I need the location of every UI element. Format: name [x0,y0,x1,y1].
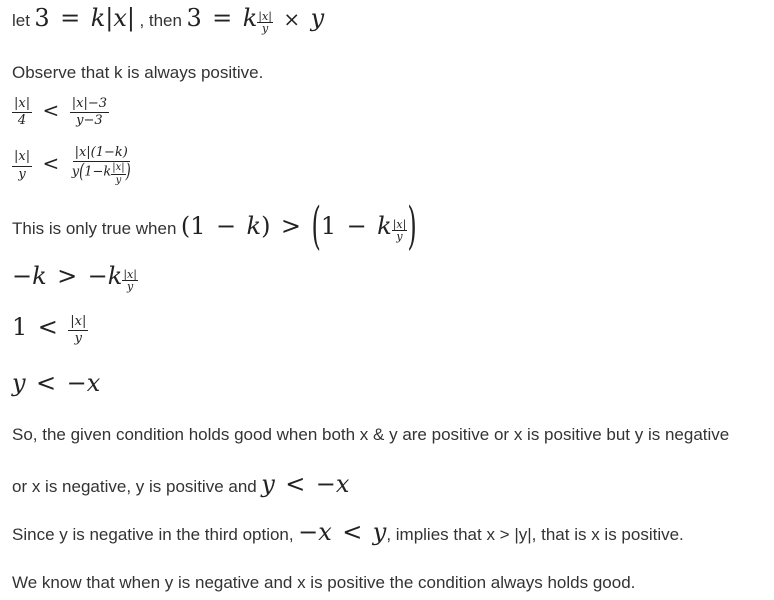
ineq-1 [12,97,109,129]
minus-x-1: −x [66,369,101,397]
math-three: 3 [34,4,50,32]
gt-2: > [57,262,78,290]
gt-1: > [280,212,302,240]
paren-open-2: ( [311,196,321,256]
lt-1: < [42,98,60,123]
paren-close-2: ) [407,196,417,256]
paren-open-1: ( [180,212,191,240]
math-k: k [90,4,106,32]
ineq-2 [12,146,133,186]
math-k-2: k [242,4,258,32]
or-x-negative-text: or x is negative, y is positive and [12,477,257,496]
exponent-fraction: $\frac{|x|}{y}$ [258,9,272,36]
frac-absxm3-ym3: $\frac{|x|-3}{y-3}$ [71,96,108,129]
let-text: let [12,11,30,30]
lt-2: < [42,151,60,176]
k-1: k [246,212,262,240]
y-1: y [12,369,26,397]
k-2: k [377,212,392,240]
paren-close-1: ) [261,212,271,240]
frac-absx-y: $\frac{|x|}{y}$ [14,149,31,182]
math-eq-2: = [212,4,233,32]
y-lt-negx-line [12,369,100,397]
exponent-fraction-2: $\frac{|x|}{y}$ [392,217,407,244]
y-3: y [372,518,387,546]
lt-5: < [285,470,306,498]
math-eq: = [60,4,81,32]
lt-3: < [37,313,58,341]
one-3: 1 [12,313,28,341]
minus-1: − [215,212,237,240]
minus-x-2: −x [315,470,350,498]
y-2: y [261,470,275,498]
or-x-negative-line [12,470,349,498]
so-condition-text: So, the given condition holds good when both x & y are positive or x is positive but y is negative [12,425,730,444]
math-y: y [310,4,325,32]
one-lt-line [12,313,88,347]
only-true-line [12,196,417,256]
since-text: Since y is negative in the third option, [12,525,294,544]
one-2: 1 [320,212,337,240]
neg-k-line [12,262,138,293]
only-true-text: This is only true when [12,219,177,238]
we-know-text: We know that when y is negative and x is positive the condition always holds good. [12,573,636,592]
one-1: 1 [190,212,206,240]
minus-2: − [346,212,367,240]
frac-absx-4: $\frac{|x|}{4}$ [14,96,31,129]
frac-big-rhs: |x|(1−k) y(1−k $\frac{|x|}{y}$ ) [71,145,131,186]
exponent-fraction-3: $\frac{|x|}{y}$ [123,267,137,294]
minus-k-1: −k [12,262,47,290]
math-absx: |x| [105,4,135,32]
since-line [12,518,684,546]
observe-text: Observe that k is always positive. [12,63,264,82]
lt-6: < [342,518,363,546]
minus-x-3: −x [298,518,332,546]
math-three-2: 3 [186,4,202,32]
math-times: × [283,7,301,31]
lt-4: < [36,369,57,397]
then-text: , then [139,11,182,30]
implies-text: , implies that x > |y|, that is x is positive. [386,525,684,544]
line-let [12,4,324,35]
minus-k-2: −k [87,262,123,290]
frac-absx-y-2: $\frac{|x|}{y}$ [70,313,87,347]
